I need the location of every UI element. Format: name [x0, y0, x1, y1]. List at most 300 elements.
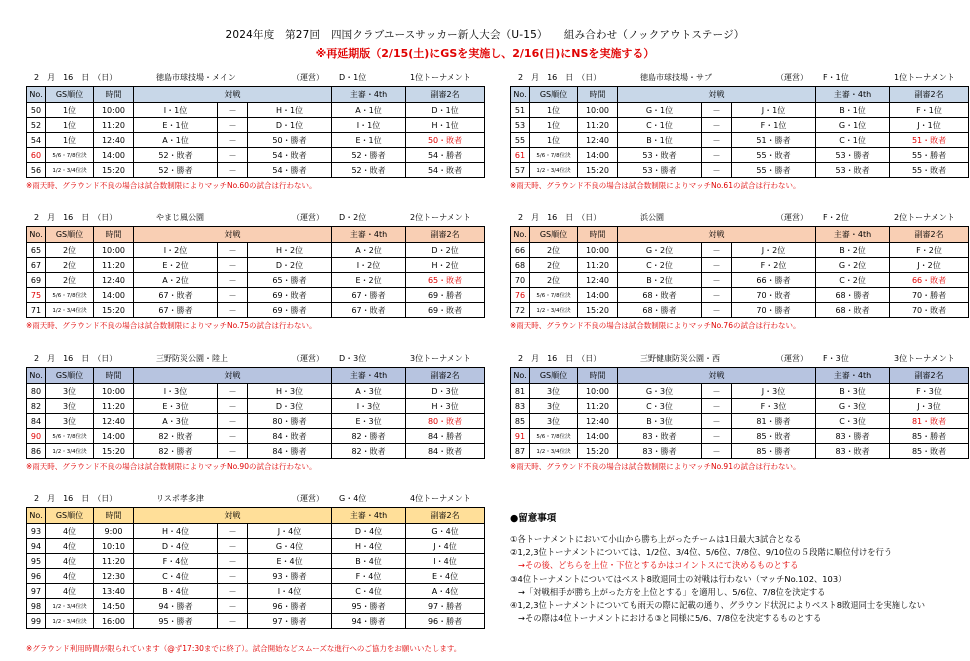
cell-vs: － [702, 103, 732, 118]
header-time: 時間 [578, 368, 618, 384]
match-block [26, 210, 484, 331]
cell-team-b: G・4位 [248, 539, 332, 554]
header-no: No. [511, 227, 530, 243]
table-row [27, 569, 485, 584]
block-tournament: 2位トーナメント [894, 213, 955, 222]
table-header-row [27, 227, 485, 243]
cell-referee: B・1位 [816, 103, 890, 118]
block-date: 2 月 16 日 （日） [34, 494, 118, 503]
cell-gs-rank: 4位 [46, 569, 94, 584]
cell-team-a: 83・勝者 [618, 444, 702, 459]
cell-team-a: 52・勝者 [134, 163, 218, 178]
table-row [27, 384, 485, 399]
cell-time: 10:00 [578, 103, 618, 118]
cell-vs: － [702, 258, 732, 273]
cell-team-a: I・2位 [134, 243, 218, 258]
cell-gs-rank: 1/2・3/4位決 [530, 303, 578, 318]
header-no: No. [27, 87, 46, 103]
block-header [26, 491, 484, 507]
note-line: ②1,2,3位トーナメントについては、1/2位、3/4位、5/6位、7/8位、9/10位の５段階に順位付けを行う [510, 547, 893, 558]
cell-referee: B・4位 [332, 554, 406, 569]
cell-team-a: 68・敗者 [618, 288, 702, 303]
cell-referee: B・2位 [816, 243, 890, 258]
cell-vs: － [702, 384, 732, 399]
cell-assistants: 70・敗者 [890, 303, 969, 318]
cell-vs: － [218, 614, 248, 629]
match-block [26, 351, 484, 472]
cell-team-b: D・2位 [248, 258, 332, 273]
cell-team-a: I・3位 [134, 384, 218, 399]
cell-team-a: 52・敗者 [134, 148, 218, 163]
cell-team-a: C・2位 [618, 258, 702, 273]
cell-team-a: 83・敗者 [618, 429, 702, 444]
header-assistants: 副審2名 [890, 227, 969, 243]
block-date: 2 月 16 日 （日） [34, 354, 118, 363]
cell-referee: A・2位 [332, 243, 406, 258]
cell-referee: 82・勝者 [332, 429, 406, 444]
block-venue: 徳島市球技場・サブ [640, 73, 712, 82]
cell-team-b: 70・敗者 [732, 288, 816, 303]
cell-team-b: 50・勝者 [248, 133, 332, 148]
header-referee: 主審・4th [332, 508, 406, 524]
table-row [27, 303, 485, 318]
cell-vs: － [218, 429, 248, 444]
table-row [27, 273, 485, 288]
cell-vs: － [702, 118, 732, 133]
cell-team-a: G・2位 [618, 243, 702, 258]
cell-match-no: 53 [511, 118, 530, 133]
cell-match-no: 99 [27, 614, 46, 629]
block-header [510, 210, 968, 226]
block-date: 2 月 16 日 （日） [34, 213, 118, 222]
cell-match-no: 83 [511, 399, 530, 414]
rain-note: ※雨天時、グラウンド不良の場合は試合数制限によりマッチNo.60の試合は行わない。 [26, 181, 317, 190]
header-gs: GS順位 [530, 227, 578, 243]
rain-note: ※雨天時、グラウンド不良の場合は試合数制限によりマッチNo.61の試合は行わない。 [510, 181, 801, 190]
cell-gs-rank: 2位 [530, 258, 578, 273]
cell-match-no: 70 [511, 273, 530, 288]
notes-heading: ●留意事項 [510, 513, 557, 524]
cell-assistants: 66・敗者 [890, 273, 969, 288]
table-row [27, 133, 485, 148]
cell-referee: 53・敗者 [816, 163, 890, 178]
cell-match-no: 61 [511, 148, 530, 163]
cell-team-a: 53・敗者 [618, 148, 702, 163]
cell-time: 12:40 [94, 133, 134, 148]
cell-match-no: 84 [27, 414, 46, 429]
cell-match-no: 96 [27, 569, 46, 584]
cell-match-no: 82 [27, 399, 46, 414]
note-line: ①各トーナメントにおいて小山から勝ち上がったチームは1日最大3試合となる [510, 534, 802, 544]
block-unei: （運営） [776, 354, 808, 363]
cell-referee: 67・敗者 [332, 303, 406, 318]
cell-referee: 53・勝者 [816, 148, 890, 163]
cell-team-b: J・3位 [732, 384, 816, 399]
cell-gs-rank: 4位 [46, 539, 94, 554]
header-time: 時間 [94, 508, 134, 524]
block-venue: 三野健康防災公園・西 [640, 354, 720, 363]
table-row [511, 148, 969, 163]
header-referee: 主審・4th [816, 227, 890, 243]
cell-team-a: 67・勝者 [134, 303, 218, 318]
cell-gs-rank: 3位 [530, 414, 578, 429]
cell-referee: 68・敗者 [816, 303, 890, 318]
table-row [511, 444, 969, 459]
table-row [27, 444, 485, 459]
cell-assistants: G・4位 [406, 524, 485, 539]
block-venue: やまじ風公園 [156, 213, 204, 222]
cell-gs-rank: 4位 [46, 524, 94, 539]
cell-vs: － [218, 399, 248, 414]
cell-time: 11:20 [94, 258, 134, 273]
cell-team-a: 53・勝者 [618, 163, 702, 178]
cell-match-no: 81 [511, 384, 530, 399]
cell-vs: － [218, 148, 248, 163]
header-time: 時間 [578, 87, 618, 103]
cell-time: 12:40 [578, 133, 618, 148]
table-row [27, 288, 485, 303]
block-date: 2 月 16 日 （日） [518, 213, 602, 222]
cell-match-no: 67 [27, 258, 46, 273]
cell-assistants: A・4位 [406, 584, 485, 599]
block-header [510, 351, 968, 367]
note-line: →その後、どちらを上位・下位とするかはコイントスにて決めるものとする [518, 560, 799, 571]
cell-team-b: 80・勝者 [248, 414, 332, 429]
cell-match-no: 85 [511, 414, 530, 429]
cell-assistants: E・4位 [406, 569, 485, 584]
block-slot: F・3位 [823, 354, 849, 363]
cell-vs: － [702, 148, 732, 163]
cell-match-no: 69 [27, 273, 46, 288]
cell-team-a: B・3位 [618, 414, 702, 429]
cell-gs-rank: 3位 [46, 414, 94, 429]
cell-match-no: 97 [27, 584, 46, 599]
cell-match-no: 68 [511, 258, 530, 273]
cell-team-b: 54・敗者 [248, 148, 332, 163]
cell-team-b: 97・勝者 [248, 614, 332, 629]
table-row [27, 399, 485, 414]
schedule-table [26, 226, 485, 318]
table-row [27, 243, 485, 258]
table-row [511, 118, 969, 133]
cell-time: 12:40 [578, 273, 618, 288]
cell-assistants: I・4位 [406, 554, 485, 569]
cell-referee: F・4位 [332, 569, 406, 584]
block-venue: 徳島市球技場・メイン [156, 73, 236, 82]
cell-time: 15:20 [94, 303, 134, 318]
cell-time: 11:20 [578, 399, 618, 414]
cell-match-no: 60 [27, 148, 46, 163]
schedule-table [26, 367, 485, 459]
header-assistants: 副審2名 [890, 87, 969, 103]
document-title: 2024年度 第27回 四国クラブユースサッカー新人大会（U-15） 組み合わせ（ノックアウトステージ） [225, 29, 745, 41]
block-unei: （運営） [776, 213, 808, 222]
cell-vs: － [218, 444, 248, 459]
cell-vs: － [702, 163, 732, 178]
table-row [27, 118, 485, 133]
cell-gs-rank: 2位 [46, 243, 94, 258]
cell-assistants: 84・敗者 [406, 444, 485, 459]
block-unei: （運営） [292, 73, 324, 82]
cell-vs: － [702, 288, 732, 303]
cell-referee: A・1位 [332, 103, 406, 118]
table-row [511, 399, 969, 414]
cell-match-no: 56 [27, 163, 46, 178]
header-match: 対戦 [618, 227, 816, 243]
cell-gs-rank: 2位 [530, 243, 578, 258]
cell-gs-rank: 1位 [46, 118, 94, 133]
table-row [511, 103, 969, 118]
cell-referee: 95・勝者 [332, 599, 406, 614]
cell-referee: E・2位 [332, 273, 406, 288]
cell-gs-rank: 1位 [46, 103, 94, 118]
block-unei: （運営） [292, 354, 324, 363]
cell-gs-rank: 1/2・3/4位決 [46, 614, 94, 629]
cell-team-b: F・2位 [732, 258, 816, 273]
block-slot: F・2位 [823, 213, 849, 222]
cell-referee: I・2位 [332, 258, 406, 273]
cell-team-b: 51・勝者 [732, 133, 816, 148]
cell-vs: － [702, 303, 732, 318]
cell-referee: 82・敗者 [332, 444, 406, 459]
schedule-table [510, 86, 969, 178]
table-row [511, 303, 969, 318]
table-row [511, 429, 969, 444]
table-row [511, 384, 969, 399]
table-row [511, 288, 969, 303]
table-row [27, 414, 485, 429]
header-match: 対戦 [134, 368, 332, 384]
cell-team-a: B・1位 [618, 133, 702, 148]
cell-gs-rank: 5/6・7/8位決 [46, 148, 94, 163]
cell-team-b: 93・勝者 [248, 569, 332, 584]
cell-time: 14:50 [94, 599, 134, 614]
cell-team-b: H・1位 [248, 103, 332, 118]
cell-gs-rank: 1位 [46, 133, 94, 148]
cell-team-b: 70・勝者 [732, 303, 816, 318]
table-row [27, 524, 485, 539]
cell-team-a: 94・勝者 [134, 599, 218, 614]
cell-assistants: 55・勝者 [890, 148, 969, 163]
cell-assistants: D・2位 [406, 243, 485, 258]
cell-assistants: H・3位 [406, 399, 485, 414]
rain-note: ※雨天時、グラウンド不良の場合は試合数制限によりマッチNo.75の試合は行わない。 [26, 321, 317, 330]
cell-gs-rank: 2位 [530, 273, 578, 288]
header-match: 対戦 [618, 87, 816, 103]
note-line: →その際は4位トーナメントにおける③と同様に5/6、7/8位を決定するものとする [518, 613, 822, 624]
cell-time: 14:00 [578, 288, 618, 303]
cell-time: 10:00 [578, 384, 618, 399]
header-time: 時間 [578, 227, 618, 243]
cell-referee: 52・勝者 [332, 148, 406, 163]
cell-time: 14:00 [94, 429, 134, 444]
cell-match-no: 72 [511, 303, 530, 318]
cell-assistants: 55・敗者 [890, 163, 969, 178]
cell-match-no: 93 [27, 524, 46, 539]
header-referee: 主審・4th [332, 87, 406, 103]
cell-team-a: C・3位 [618, 399, 702, 414]
cell-assistants: J・2位 [890, 258, 969, 273]
cell-gs-rank: 5/6・7/8位決 [530, 288, 578, 303]
cell-time: 11:20 [578, 258, 618, 273]
cell-gs-rank: 5/6・7/8位決 [46, 429, 94, 444]
cell-assistants: D・3位 [406, 384, 485, 399]
cell-time: 13:40 [94, 584, 134, 599]
cell-time: 16:00 [94, 614, 134, 629]
cell-vs: － [218, 414, 248, 429]
cell-vs: － [702, 399, 732, 414]
cell-time: 15:20 [578, 163, 618, 178]
cell-team-a: 95・勝者 [134, 614, 218, 629]
cell-gs-rank: 4位 [46, 584, 94, 599]
cell-gs-rank: 5/6・7/8位決 [530, 148, 578, 163]
cell-match-no: 66 [511, 243, 530, 258]
cell-team-b: 84・勝者 [248, 444, 332, 459]
header-assistants: 副審2名 [890, 368, 969, 384]
cell-referee: 68・勝者 [816, 288, 890, 303]
cell-time: 11:20 [94, 118, 134, 133]
cell-gs-rank: 2位 [46, 258, 94, 273]
table-row [27, 539, 485, 554]
cell-team-b: I・4位 [248, 584, 332, 599]
cell-match-no: 98 [27, 599, 46, 614]
cell-match-no: 86 [27, 444, 46, 459]
cell-team-a: 82・敗者 [134, 429, 218, 444]
cell-vs: － [218, 258, 248, 273]
block-slot: F・1位 [823, 73, 849, 82]
table-row [511, 273, 969, 288]
header-assistants: 副審2名 [406, 227, 485, 243]
cell-gs-rank: 3位 [46, 399, 94, 414]
schedule-table [510, 367, 969, 459]
cell-referee: C・2位 [816, 273, 890, 288]
cell-assistants: 54・敗者 [406, 163, 485, 178]
cell-team-a: E・1位 [134, 118, 218, 133]
table-row [511, 243, 969, 258]
cell-time: 10:00 [94, 243, 134, 258]
cell-referee: D・4位 [332, 524, 406, 539]
cell-time: 15:20 [94, 163, 134, 178]
header-no: No. [27, 508, 46, 524]
cell-gs-rank: 5/6・7/8位決 [530, 429, 578, 444]
cell-assistants: F・2位 [890, 243, 969, 258]
block-tournament: 1位トーナメント [894, 73, 955, 82]
table-row [27, 429, 485, 444]
schedule-table [26, 507, 485, 629]
header-match: 対戦 [134, 227, 332, 243]
cell-vs: － [218, 273, 248, 288]
block-tournament: 1位トーナメント [410, 73, 471, 82]
cell-assistants: J・3位 [890, 399, 969, 414]
cell-team-b: 55・敗者 [732, 148, 816, 163]
header-no: No. [511, 87, 530, 103]
block-unei: （運営） [292, 213, 324, 222]
cell-time: 15:20 [578, 303, 618, 318]
cell-referee: 67・勝者 [332, 288, 406, 303]
header-assistants: 副審2名 [406, 508, 485, 524]
cell-vs: － [702, 133, 732, 148]
cell-assistants: 51・敗者 [890, 133, 969, 148]
block-tournament: 4位トーナメント [410, 494, 471, 503]
cell-referee: H・4位 [332, 539, 406, 554]
cell-match-no: 51 [511, 103, 530, 118]
cell-vs: － [702, 429, 732, 444]
cell-time: 15:20 [94, 444, 134, 459]
cell-vs: － [218, 524, 248, 539]
cell-gs-rank: 1/2・3/4位決 [530, 444, 578, 459]
header-time: 時間 [94, 368, 134, 384]
cell-time: 14:00 [578, 429, 618, 444]
header-gs: GS順位 [46, 227, 94, 243]
table-header-row [27, 87, 485, 103]
cell-team-a: B・2位 [618, 273, 702, 288]
cell-gs-rank: 3位 [530, 399, 578, 414]
cell-assistants: H・1位 [406, 118, 485, 133]
block-date: 2 月 16 日 （日） [518, 73, 602, 82]
cell-referee: 52・敗者 [332, 163, 406, 178]
cell-gs-rank: 3位 [530, 384, 578, 399]
cell-match-no: 80 [27, 384, 46, 399]
cell-match-no: 52 [27, 118, 46, 133]
cell-team-b: 69・勝者 [248, 303, 332, 318]
cell-assistants: 96・勝者 [406, 614, 485, 629]
cell-time: 10:00 [94, 103, 134, 118]
cell-assistants: 80・敗者 [406, 414, 485, 429]
document-subtitle: ※再延期版（2/15(土)にGSを実施し、2/16(日)にNSを実施する） [315, 47, 655, 60]
cell-referee: B・3位 [816, 384, 890, 399]
cell-assistants: H・2位 [406, 258, 485, 273]
cell-assistants: 65・敗者 [406, 273, 485, 288]
cell-team-b: 65・勝者 [248, 273, 332, 288]
cell-vs: － [218, 554, 248, 569]
cell-match-no: 90 [27, 429, 46, 444]
cell-gs-rank: 1位 [530, 118, 578, 133]
cell-assistants: 69・勝者 [406, 288, 485, 303]
cell-gs-rank: 1位 [530, 103, 578, 118]
cell-vs: － [218, 243, 248, 258]
cell-vs: － [702, 414, 732, 429]
cell-time: 14:00 [94, 148, 134, 163]
cell-team-b: 96・勝者 [248, 599, 332, 614]
cell-vs: － [702, 243, 732, 258]
table-row [27, 584, 485, 599]
cell-team-a: B・4位 [134, 584, 218, 599]
header-gs: GS順位 [46, 508, 94, 524]
cell-assistants: 85・勝者 [890, 429, 969, 444]
cell-referee: 83・勝者 [816, 429, 890, 444]
cell-team-a: H・4位 [134, 524, 218, 539]
table-row [27, 148, 485, 163]
cell-time: 11:20 [94, 399, 134, 414]
cell-referee: A・3位 [332, 384, 406, 399]
header-match: 対戦 [134, 87, 332, 103]
cell-match-no: 95 [27, 554, 46, 569]
cell-time: 9:00 [94, 524, 134, 539]
block-venue: リスポ孝多津 [156, 494, 204, 503]
cell-vs: － [218, 103, 248, 118]
cell-team-a: A・2位 [134, 273, 218, 288]
cell-team-b: D・1位 [248, 118, 332, 133]
schedule-table [510, 226, 969, 318]
block-tournament: 3位トーナメント [894, 354, 955, 363]
rain-note: ※雨天時、グラウンド不良の場合は試合数制限によりマッチNo.90の試合は行わない。 [26, 462, 317, 471]
block-unei: （運営） [292, 494, 324, 503]
cell-assistants: 85・敗者 [890, 444, 969, 459]
table-header-row [511, 227, 969, 243]
cell-team-a: D・4位 [134, 539, 218, 554]
cell-assistants: 54・勝者 [406, 148, 485, 163]
cell-vs: － [218, 288, 248, 303]
